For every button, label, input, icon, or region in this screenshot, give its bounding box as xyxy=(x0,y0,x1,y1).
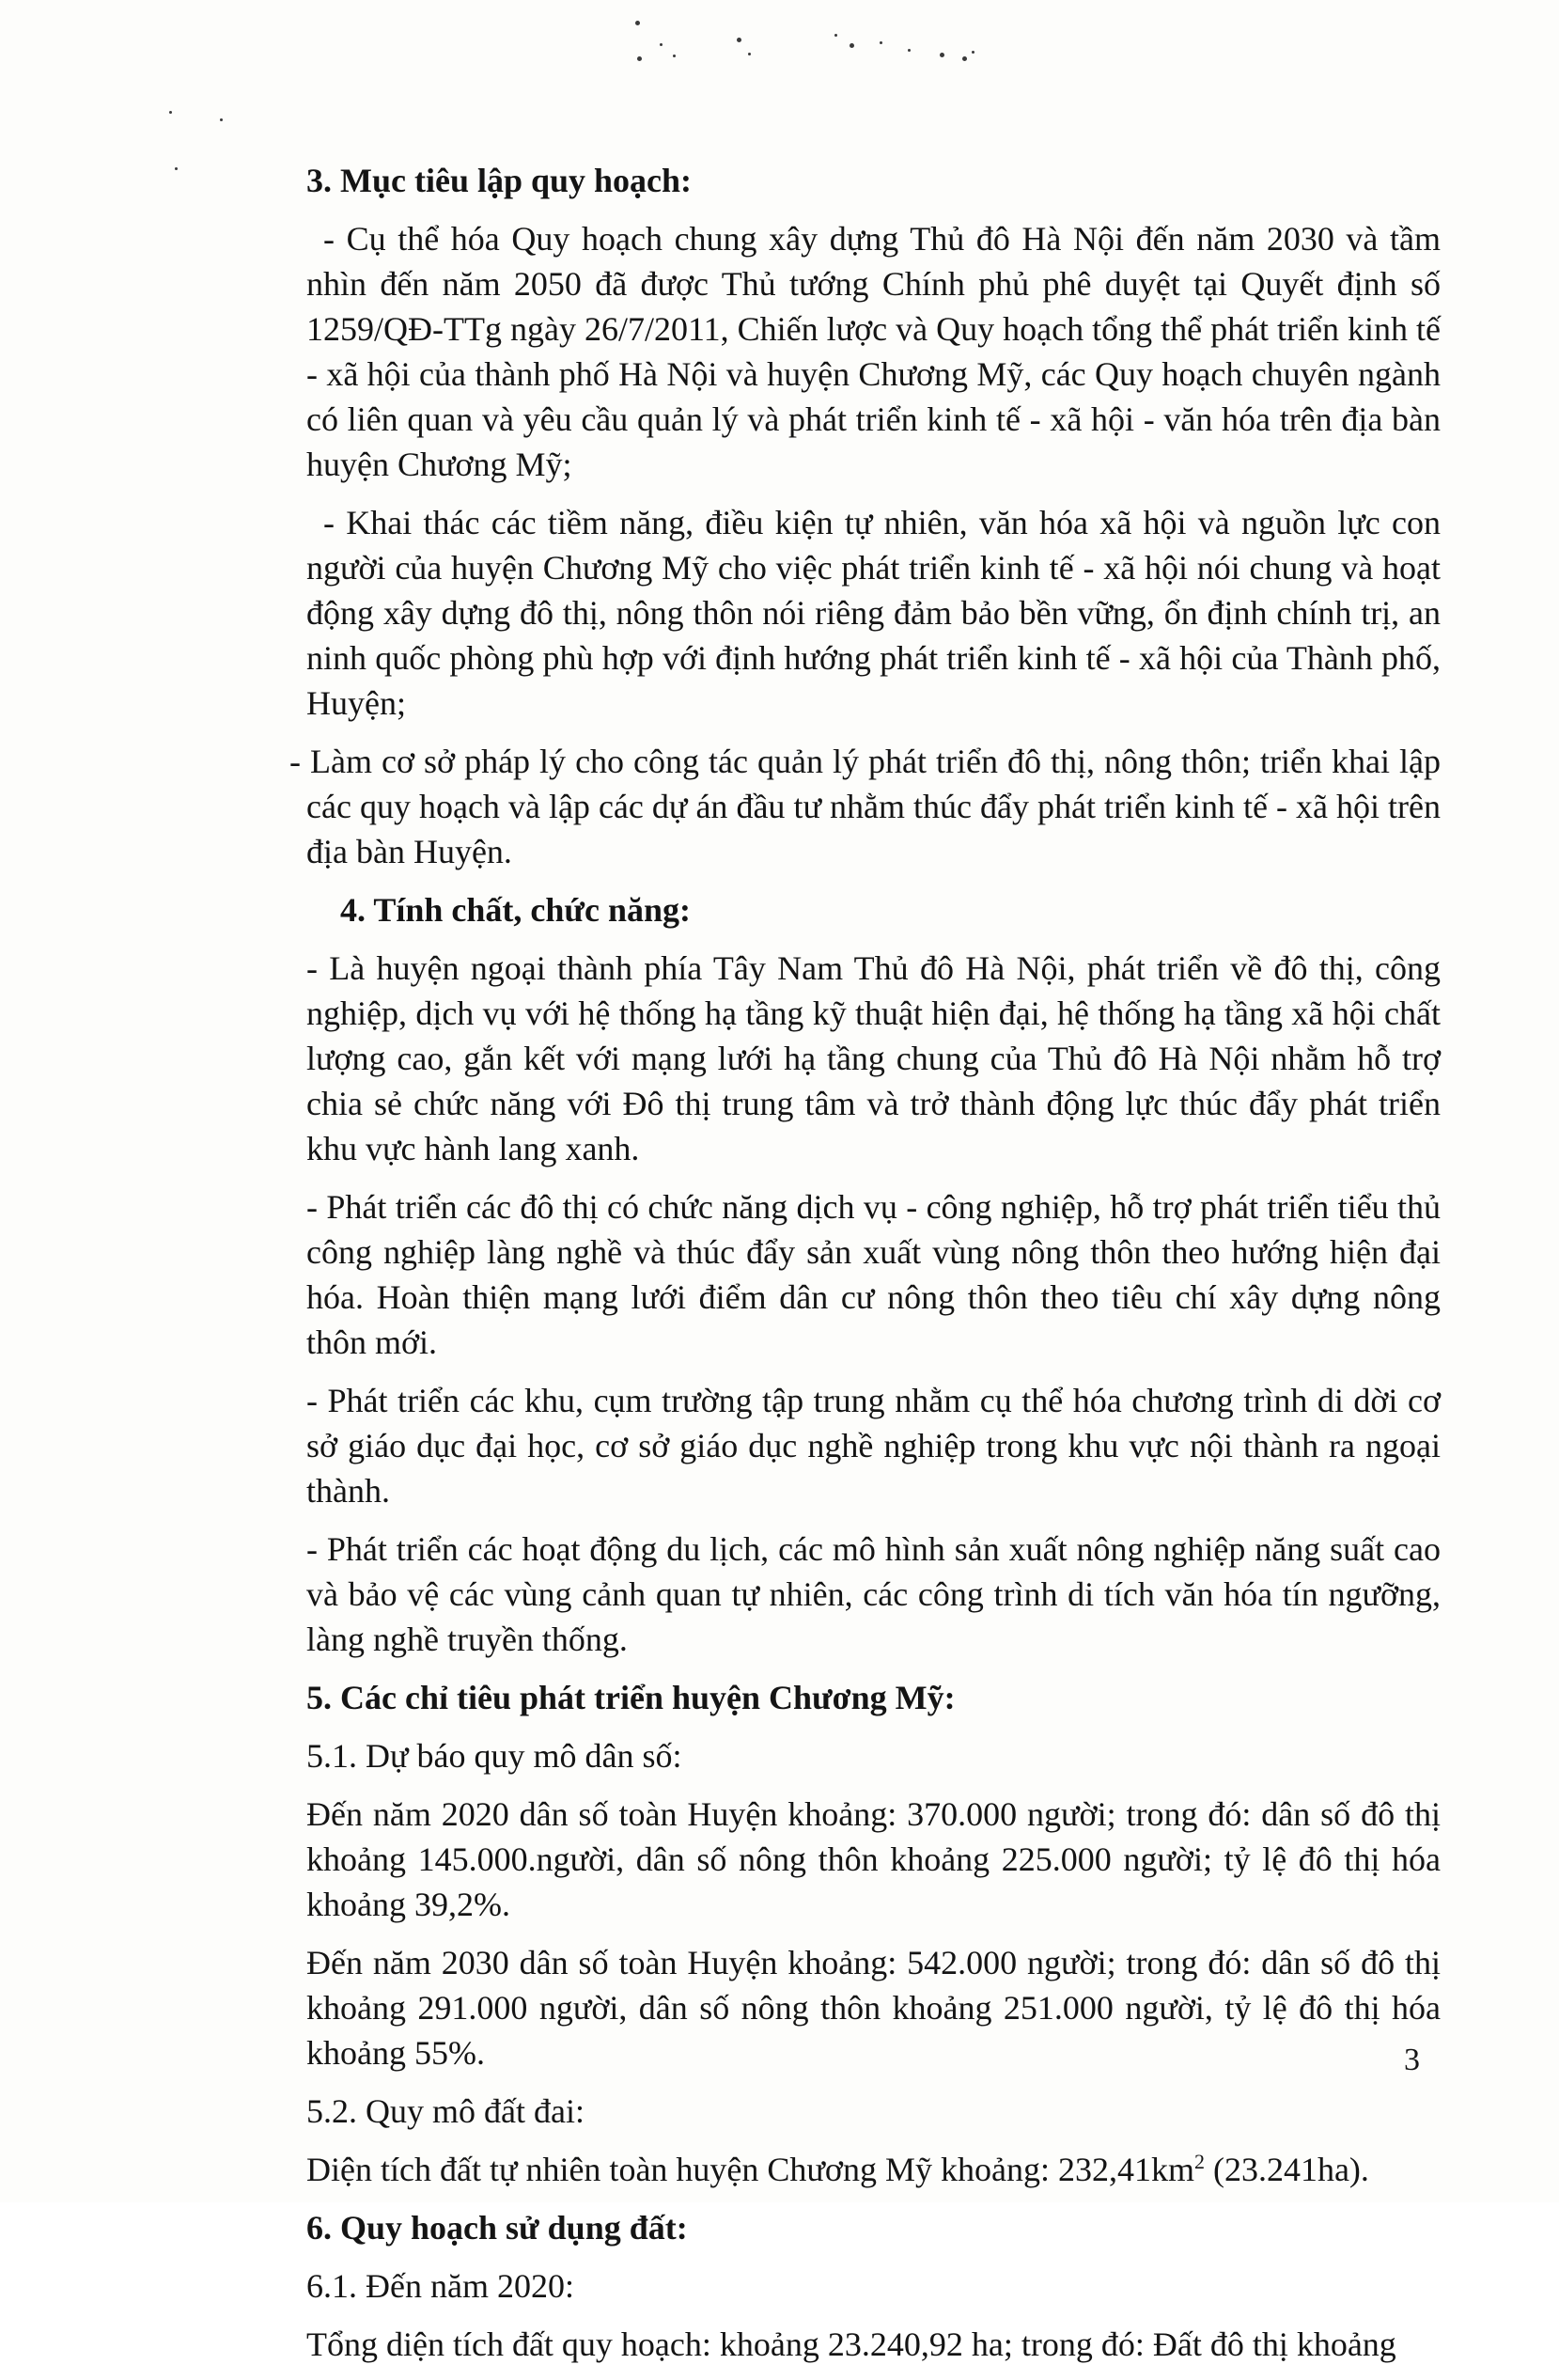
section-4-paragraph-3: - Phát triển các khu, cụm trường tập trung nhằm cụ thể hóa chương trình di dời cơ sở giáo dục đại học, cơ sở giáo dục nghề nghiệp trong khu vực nội thành ra ngoại thành. xyxy=(306,1382,1441,1510)
scan-speck xyxy=(908,49,911,52)
scan-speck xyxy=(737,38,741,42)
scan-speck xyxy=(972,51,974,54)
section-4-paragraph-2: - Phát triển các đô thị có chức năng dịch vụ - công nghiệp, hỗ trợ phát triển tiểu thủ công nghiệp làng nghề và thúc đẩy sản xuất vùng nông thôn theo hướng hiện đại hóa. Hoàn thiện mạng lưới điểm dân cư nông thôn theo tiêu chí xây dựng nông thôn mới. xyxy=(306,1188,1441,1361)
section-3-paragraph-2: - Khai thác các tiềm năng, điều kiện tự nhiên, văn hóa xã hội và nguồn lực con người của huyện Chương Mỹ cho việc phát triển kinh tế - xã hội nói chung và hoạt động xây dựng đô thị, nông thôn nói riêng đảm bảo bền vững, ổn định chính trị, an ninh quốc phòng phù hợp với định hướng phát triển kinh tế - xã hội của Thành phố, Huyện; xyxy=(306,504,1441,722)
scan-speck xyxy=(660,43,663,46)
scan-speck xyxy=(748,53,751,55)
section-4-paragraph-1: - Là huyện ngoại thành phía Tây Nam Thủ đô Hà Nội, phát triển về đô thị, công nghiệp, dịch vụ với hệ thống hạ tầng kỹ thuật hiện đại, hệ thống hạ tầng xã hội chất lượng cao, gắn kết với mạng lưới hạ tầng chung của Thủ đô Hà Nội nhằm hỗ trợ chia sẻ chức năng với Đô thị trung tâm và trở thành động lực thúc đẩy phát triển khu vực hành lang xanh. xyxy=(306,949,1441,1167)
population-2020-paragraph: Đến năm 2020 dân số toàn Huyện khoảng: 370.000 người; trong đó: dân số đô thị khoảng 145.000.người, dân số nông thôn khoảng 225.000 người; tỷ lệ đô thị hóa khoảng 39,2%. xyxy=(306,1795,1441,1923)
scan-speck xyxy=(962,56,967,61)
scan-speck xyxy=(637,56,642,61)
land-area-text: Diện tích đất tự nhiên toàn huyện Chương Mỹ khoảng: 232,41km xyxy=(306,2151,1194,2188)
scan-speck xyxy=(850,43,854,48)
scan-speck xyxy=(834,34,837,37)
land-area-paragraph xyxy=(306,2147,1441,2192)
section-4-heading: 4. Tính chất, chức năng: xyxy=(340,891,692,929)
scan-speck xyxy=(673,55,676,57)
scan-speck xyxy=(169,111,172,114)
land-area-superscript: 2 xyxy=(1193,2150,1205,2173)
section-4-paragraph-4: - Phát triển các hoạt động du lịch, các mô hình sản xuất nông nghiệp năng suất cao và bảo vệ các vùng cảnh quan tự nhiên, các công trình di tích văn hóa tín ngưỡng, làng nghề truyền thống. xyxy=(306,1530,1441,1658)
section-5-2-heading: 5.2. Quy mô đất đai: xyxy=(306,2092,585,2130)
scan-speck xyxy=(635,21,640,25)
scan-speck xyxy=(940,53,944,57)
section-3-paragraph-1: - Cụ thể hóa Quy hoạch chung xây dựng Thủ đô Hà Nội đến năm 2030 và tầm nhìn đến năm 2050 đã được Thủ tướng Chính phủ phê duyệt tại Quyết định số 1259/QĐ-TTg ngày 26/7/2011, Chiến lược và Quy hoạch tổng thể phát triển kinh tế - xã hội của thành phố Hà Nội và huyện Chương Mỹ, các Quy hoạch chuyên ngành có liên quan và yêu cầu quản lý và phát triển kinh tế - xã hội - văn hóa trên địa bàn huyện Chương Mỹ; xyxy=(306,220,1441,483)
scan-speck xyxy=(880,41,882,44)
scan-speck xyxy=(175,167,178,170)
section-5-heading: 5. Các chỉ tiêu phát triển huyện Chương Mỹ: xyxy=(306,1679,956,1716)
page-number: 3 xyxy=(1404,2043,1420,2077)
land-area-hectares: (23.241ha). xyxy=(1204,2151,1369,2188)
section-3-paragraph-3: - Làm cơ sở pháp lý cho công tác quản lý phát triển đô thị, nông thôn; triển khai lập các quy hoạch và lập các dự án đầu tư nhằm thúc đẩy phát triển kinh tế - xã hội trên địa bàn Huyện. xyxy=(289,743,1441,870)
section-6-1-heading: 6.1. Đến năm 2020: xyxy=(306,2267,574,2305)
section-3-heading: 3. Mục tiêu lập quy hoạch: xyxy=(306,162,693,199)
section-6-heading: 6. Quy hoạch sử dụng đất: xyxy=(306,2209,688,2247)
scan-speck xyxy=(220,118,223,121)
section-6-1-paragraph: Tổng diện tích đất quy hoạch: khoảng 23.240,92 ha; trong đó: Đất đô thị khoảng xyxy=(306,2325,1396,2363)
population-2030-paragraph: Đến năm 2030 dân số toàn Huyện khoảng: 542.000 người; trong đó: dân số đô thị khoảng 291.000 người, dân số nông thôn khoảng 251.000 người, tỷ lệ đô thị hóa khoảng 55%. xyxy=(306,1944,1441,2072)
section-5-1-heading: 5.1. Dự báo quy mô dân số: xyxy=(306,1737,682,1775)
document-body xyxy=(289,158,1441,2380)
